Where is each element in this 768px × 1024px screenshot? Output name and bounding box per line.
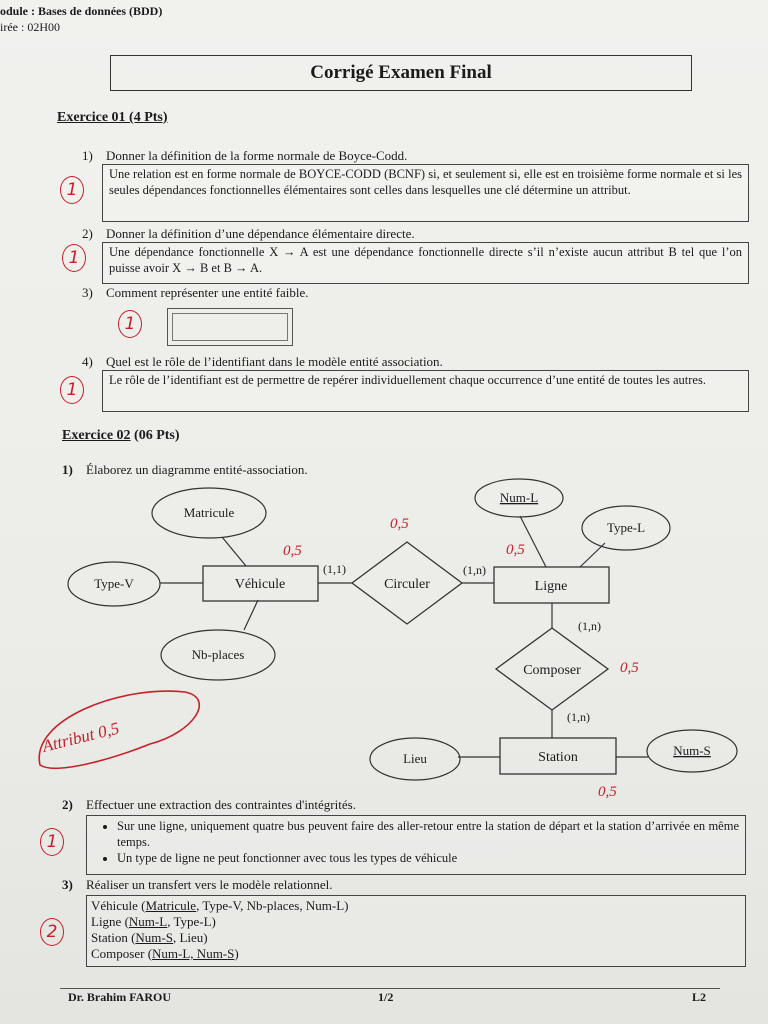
exercise2-title	[62, 428, 180, 444]
hand-circle-attributes	[39, 691, 199, 768]
relation-composer: Composer (Num-L, Num-S)	[91, 946, 239, 961]
constraint-item: • Sur une ligne, uniquement quatre bus peuvent faire des aller-retour entre la station de départ et la station d’arrivée en même temps.	[117, 818, 739, 850]
footer-author: Dr. Brahim FAROU	[68, 990, 171, 1004]
page-title: Corrigé Examen Final	[110, 55, 692, 91]
question-4	[82, 354, 443, 370]
weak-entity-symbol	[167, 308, 293, 346]
exercise2-title-points: (06 Pts)	[134, 428, 180, 443]
ex2-question-1-number: 1)	[62, 462, 73, 477]
ex2-question-2-number: 2)	[62, 797, 73, 812]
label-lieu: Lieu	[403, 751, 427, 766]
question-3	[82, 285, 309, 301]
module-label: odule : Bases de données (BDD)	[0, 4, 163, 18]
label-type-v: Type-V	[94, 576, 134, 591]
question-2	[82, 226, 415, 242]
duration-label: irée : 02H00	[0, 20, 60, 34]
ex2-question-2	[62, 797, 356, 813]
ex2-question-1-text: Élaborez un diagramme entité-association.	[86, 462, 308, 477]
grade-mark-ex2-q2: 1	[40, 828, 64, 856]
grade-mark-3: 1	[118, 310, 142, 338]
label-circuler: Circuler	[384, 577, 430, 592]
label-type-l: Type-L	[606, 520, 646, 535]
question-3-text: Comment représenter une entité faible.	[106, 285, 309, 300]
ex2-question-2-text: Effectuer une extraction des contraintes d'intégrités.	[86, 797, 356, 812]
er-diagram	[0, 470, 768, 800]
question-2-number: 2)	[82, 226, 93, 241]
answer-2: Une dépendance fonctionnelle X → A est une dépendance fonctionnelle directe s’il n’existe aucun attribut B tel que l’on puisse avoir X → B et B → A.	[102, 242, 749, 284]
hand-mark-station: 0,5	[598, 784, 617, 800]
exercise1-title: Exercice 01 (4 Pts)	[57, 110, 168, 125]
grade-mark-ex2-q3: 2	[40, 918, 64, 946]
label-station: Station	[538, 750, 578, 765]
footer-page-number: 1/2	[378, 990, 394, 1004]
ex2-question-3-text: Réaliser un transfert vers le modèle relationnel.	[86, 877, 333, 892]
ex2-question-3-number: 3)	[62, 877, 73, 892]
footer-level: L2	[692, 990, 707, 1004]
hand-mark-attributes: Attribut 0,5	[40, 718, 122, 756]
constraints-list	[93, 818, 739, 866]
hand-mark-vehicule: 0,5	[283, 543, 302, 559]
cardinality-station-composer: (1,n)	[567, 710, 590, 724]
hand-mark-circuler: 0,5	[390, 516, 409, 532]
grade-mark-4: 1	[60, 376, 84, 404]
label-vehicule: Véhicule	[234, 577, 286, 592]
label-composer: Composer	[523, 663, 581, 678]
grade-mark-2: 1	[62, 244, 86, 272]
cardinality-ligne-circuler: (1,n)	[463, 563, 486, 577]
exercise2-title-label: Exercice 02	[62, 428, 131, 443]
constraint-item: • Un type de ligne ne peut fonctionner avec tous les types de véhicule	[117, 850, 739, 866]
footer-divider	[60, 988, 720, 989]
question-4-number: 4)	[82, 354, 93, 369]
label-matricule: Matricule	[183, 505, 235, 520]
question-1	[82, 148, 407, 164]
question-1-number: 1)	[82, 148, 93, 163]
constraints-box	[86, 815, 746, 875]
question-1-text: Donner la définition de la forme normale de Boyce-Codd.	[106, 148, 408, 163]
label-nb-places: Nb-places	[191, 647, 245, 662]
relation-ligne: Ligne (Num-L, Type-L)	[91, 914, 216, 929]
answer-1: Une relation est en forme normale de BOYCE-CODD (BCNF) si, et seulement si, elle est en troisième forme normale et si les seules dépendances fonctionnelles élémentaires sont celles dans lesquelles une clé détermine un attribut.	[102, 164, 749, 222]
question-4-text: Quel est le rôle de l’identifiant dans le modèle entité association.	[106, 354, 443, 369]
answer-4: Le rôle de l’identifiant est de permettre de repérer individuellement chaque occurrence d’une entité de toutes les autres.	[102, 370, 749, 412]
cardinality-vehicule-circuler: (1,1)	[323, 562, 346, 576]
relational-model-box	[86, 895, 746, 967]
label-ligne: Ligne	[534, 579, 568, 594]
label-num-l: Num-L	[499, 490, 539, 505]
question-3-number: 3)	[82, 285, 93, 300]
hand-mark-ligne: 0,5	[506, 542, 525, 558]
relation-vehicule: Véhicule (Matricule, Type-V, Nb-places, Num-L)	[91, 898, 349, 913]
hand-mark-composer: 0,5	[620, 660, 639, 676]
relation-station: Station (Num-S, Lieu)	[91, 930, 208, 945]
ex2-question-3	[62, 877, 333, 893]
cardinality-ligne-composer: (1,n)	[578, 619, 601, 633]
question-2-text: Donner la définition d’une dépendance élémentaire directe.	[106, 226, 415, 241]
label-num-s: Num-S	[673, 743, 711, 758]
grade-mark-1: 1	[60, 176, 84, 204]
